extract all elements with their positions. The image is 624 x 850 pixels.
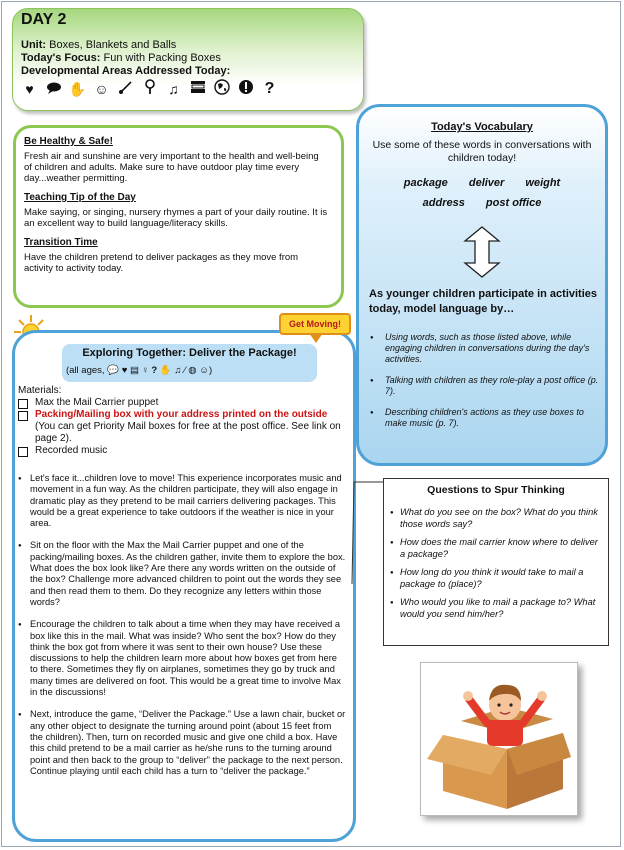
unit-label: Unit: xyxy=(21,39,47,51)
healthy-safe-text: Fresh air and sunshine are very important to the health and well-being of children and adults. Make sure to have outdoor play time every day...weather permitting. xyxy=(24,151,319,184)
activity-steps xyxy=(18,473,346,788)
unit-value: Boxes, Blankets and Balls xyxy=(49,39,177,51)
activity-title: Exploring Together: Deliver the Package! xyxy=(82,347,297,359)
vocabulary-subtitle: Use some of these words in conversations with children today! xyxy=(372,139,592,164)
activity-banner xyxy=(62,344,317,382)
ages-line: (all ages, 💬 ♥ ▤ ♀ ? ✋ ♫ ⁄ ◍ ☺) xyxy=(66,365,213,376)
vocabulary-box xyxy=(356,104,608,466)
checkbox-icon xyxy=(18,411,28,421)
speech-bubble-icon: 💬 xyxy=(107,365,120,376)
speech-bubble-icon xyxy=(43,79,64,100)
list-item: ● Let's face it...children love to move! This experience incorporates music and movement in a fun way. As the children participate, they will also engage in dramatic play as they pretend to be mail carriers delivering packages. This would be a great experience to take outdoors if the weather is nice in your area. xyxy=(18,473,346,529)
vocab-words-row-1 xyxy=(359,177,605,189)
transition-time-text: Have the children pretend to deliver packages as they move from activity to activity today. xyxy=(24,252,299,274)
material-item: Recorded music xyxy=(18,445,348,457)
question-icon: ? xyxy=(264,80,275,97)
list-item: ● Talking with children as they role-play a post office (p. 7). xyxy=(379,375,607,397)
list-item: ● Sit on the floor with the Max the Mail Carrier puppet and one of the packing/mailing boxes. As the children gather, invite them to explore the box. What does the box look like? Are there any words written on the outside of the box? Challenge more advanced children to point out the words they see and then read them to them. Do they recognize any letters within those words? xyxy=(18,540,346,608)
questions-title: Questions to Spur Thinking xyxy=(427,484,565,496)
material-item: Max the Mail Carrier puppet xyxy=(18,397,348,409)
teaching-tip-heading: Teaching Tip of the Day xyxy=(24,192,136,203)
globe-icon: ◍ xyxy=(188,365,197,376)
paintbrush-icon: ⁄ xyxy=(184,365,186,376)
callout-pointer xyxy=(348,480,388,586)
ages-label: (all ages, xyxy=(66,365,105,376)
vocab-words-row-2 xyxy=(359,197,605,209)
material-item: Packing/Mailing box with your address printed on the outside (You can get Priority Mail boxes for free at the post office. See link on page 2). xyxy=(18,409,348,445)
books-icon: ▤ xyxy=(129,365,139,376)
list-item: ● How does the mail carrier know where to deliver a package? xyxy=(390,537,602,560)
smiley-icon: ☺ xyxy=(94,81,109,97)
checkbox-icon xyxy=(18,447,28,457)
day-header xyxy=(12,8,364,111)
exclamation-icon xyxy=(235,79,256,100)
materials-list xyxy=(18,385,348,457)
material-highlight: Packing/Mailing box with your address printed on the outside xyxy=(35,409,328,420)
heart-icon: ♥ xyxy=(121,365,128,376)
list-item: ● Encourage the children to talk about a time when they may have received a box like this in the mail. What was inside? Who sent the box? How do they think the box got from where it was sent to their own house? Use these discussions to help the children learn more about how boxes get from here to there. Sometimes they fly on airplanes, sometimes they go by truck and many times are delivered on foot. This would be a great time to involve Max in the discussions! xyxy=(18,619,346,698)
area-icons xyxy=(19,79,280,100)
vocab-word: deliver xyxy=(468,177,505,189)
areas-label: Developmental Areas Addressed Today: xyxy=(21,65,231,77)
model-language-text: As younger children participate in activities today, model language by… xyxy=(369,288,598,315)
transition-time-heading: Transition Time xyxy=(24,237,98,248)
paintbrush-icon xyxy=(115,79,136,100)
double-arrow-icon xyxy=(447,225,517,279)
music-note-icon: ♫ xyxy=(174,365,182,376)
magnifier-icon xyxy=(139,79,160,100)
list-item: ● How long do you think it would take to mail a package to (place)? xyxy=(390,567,602,590)
focus-value: Fun with Packing Boxes xyxy=(103,52,221,64)
child-in-box-illustration xyxy=(420,662,578,816)
vocab-word: post office xyxy=(485,197,542,209)
list-item: ● Describing children's actions as they use boxes to make music (p. 7). xyxy=(379,407,607,429)
questions-box xyxy=(383,478,609,646)
vocab-word: address xyxy=(422,197,465,209)
list-item: ● What do you see on the box? What do you think those words say? xyxy=(390,507,602,530)
list-item: ● Next, introduce the game, “Deliver the Package.” Use a lawn chair, bucket or any other object to designate the turning around point (about 15 feet from the children). Then, turn on recorded music and give one child a box. Have this child pretend to be a mail carrier as he/she runs to the turning around point and then back to the group to “deliver” the package to the next person. Continue playing until each child has a turn to “deliver the package.” xyxy=(18,709,346,777)
magnifier-icon: ♀ xyxy=(141,365,149,376)
list-item: ● Who would you like to mail a package to? What would you send him/her? xyxy=(390,597,602,620)
smiley-icon: ☺ xyxy=(199,365,209,376)
question-icon: ? xyxy=(151,365,158,376)
music-note-icon: ♫ xyxy=(168,81,179,97)
questions-list xyxy=(390,507,602,627)
get-moving-callout: Get Moving! xyxy=(279,313,351,335)
vocab-word: weight xyxy=(525,177,561,189)
hand-icon: ✋ xyxy=(68,81,87,97)
focus-label: Today's Focus: xyxy=(21,52,101,64)
list-item: ● Using words, such as those listed above, while engaging children in conversations during the day's activities. xyxy=(379,332,607,365)
healthy-safe-heading: Be Healthy & Safe! xyxy=(24,136,113,147)
health-tips-box xyxy=(13,125,344,308)
header-meta xyxy=(21,39,230,78)
materials-label: Materials: xyxy=(18,385,62,396)
model-language-list xyxy=(369,332,607,439)
heart-icon: ♥ xyxy=(25,81,34,97)
checkbox-icon xyxy=(18,399,28,409)
globe-icon xyxy=(211,79,232,100)
hand-icon: ✋ xyxy=(159,365,172,376)
vocabulary-title: Today's Vocabulary xyxy=(431,121,533,133)
vocab-word: package xyxy=(403,177,448,189)
books-icon xyxy=(187,79,208,100)
day-title: DAY 2 xyxy=(21,11,67,28)
teaching-tip-text: Make saying, or singing, nursery rhymes a part of your daily routine. It is an excellent way to build language/literacy skills. xyxy=(24,207,328,229)
